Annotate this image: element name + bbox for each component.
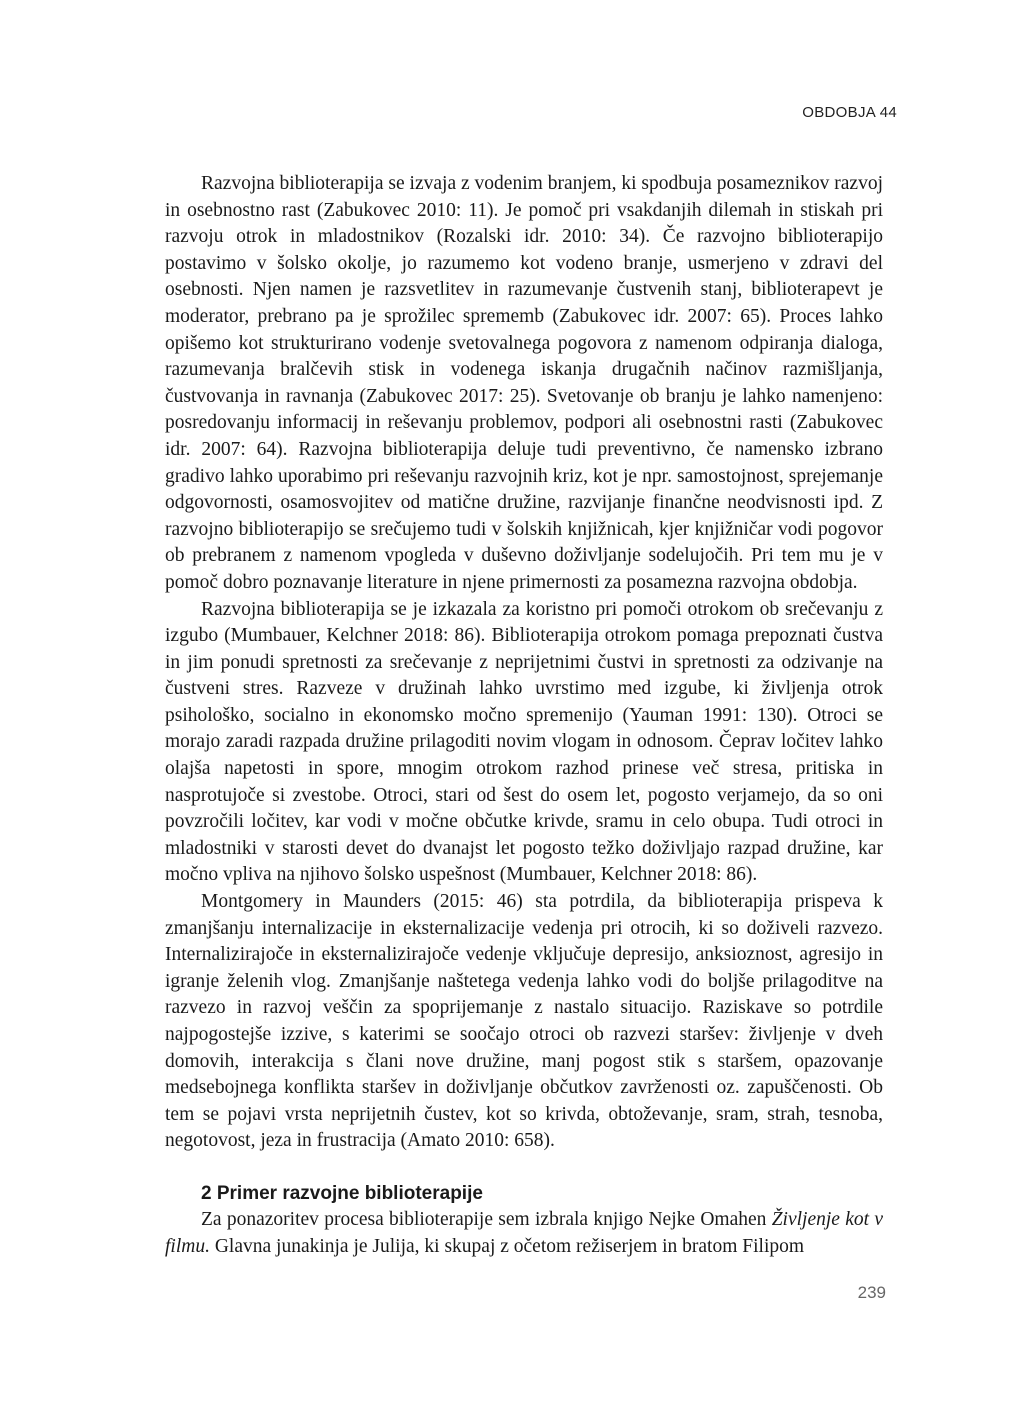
section-heading: 2 Primer razvojne biblioterapije: [201, 1182, 483, 1204]
running-header: OBDOBJA 44: [802, 104, 897, 121]
section-text-before-title: Za ponazoritev procesa biblioterapije sem izbrala knjigo Nejke Omahen: [201, 1208, 772, 1230]
page-number: 239: [857, 1283, 886, 1302]
paragraph-3: Montgomery in Maunders (2015: 46) sta potrdila, da biblioterapija prispeva k zmanjšanju internalizacije in eksternalizacije vedenja pri otrocih, ki so doživeli razvezo. Internalizirajoče in eksternalizirajoče vedenje vključuje depresijo, anksioznost, agresijo in igranje želenih vlog. Zmanjšanje naštetega vedenja lahko vodi do boljše prilagoditve na razvezo in razvoj veščin za spoprijemanje z nastalo situacijo. Raziskave so potrdile najpogostejše izzive, s katerimi se soočajo otroci ob razvezi staršev: življenje v dveh domovih, interakcija s člani nove družine, manj pogost stik s staršem, opazovanje medsebojnega konflikta staršev in doživljanje občutkov zavrženosti oz. zapuščenosti. Ob tem se pojavi vrsta neprijetnih čustev, kot so krivda, obtoževanje, sram, strah, tesnoba, negotovost, jeza in frustracija (Amato 2010: 658).: [165, 891, 883, 1152]
page-body: [165, 171, 883, 1260]
paragraph-2: Razvojna biblioterapija se je izkazala za koristno pri pomoči otrokom ob srečevanju z izgubo (Mumbauer, Kelchner 2018: 86). Biblioterapija otrokom pomaga prepoznati čustva in jim ponudi spretnosti za srečevanje z neprijetnimi čustvi in spretnosti za odzivanje na čustveni stres. Razveze v družinah lahko uvrstimo med izgube, ki življenja otrok psihološko, socialno in ekonomsko močno spremenijo (Yauman 1991: 130). Otroci se morajo zaradi razpada družine prilagoditi novim vlogam in odnosom. Čeprav ločitev lahko olajša napetosti in spore, mnogim otrokom razhod prinese več stresa, pritiska in nasprotujoče si zvestobe. Otroci, stari od šest do osem let, pogosto verjamejo, da so oni povzročili ločitev, kar vodi v močne občutke krivde, sramu in celo obupa. Tudi otroci in mladostniki v starosti devet do dvanajst let pogosto težko doživljajo razpad družine, kar močno vpliva na njihovo šolsko uspešnost (Mumbauer, Kelchner 2018: 86).: [165, 598, 883, 886]
section-paragraph: [165, 1207, 883, 1260]
book-title: Življenje kot v filmu.: [165, 1208, 883, 1257]
paragraph-1: Razvojna biblioterapija se izvaja z vodenim branjem, ki spodbuja posameznikov razvoj in osebnostno rast (Zabukovec 2010: 11). Je pomoč pri vsakdanjih dilemah in stiskah pri razvoju otrok in mladostnikov (Rozalski idr. 2010: 34). Če razvojno biblioterapijo postavimo v šolsko okolje, jo razumemo kot vodeno branje, usmerjeno v zdravi del osebnosti. Njen namen je razsvetlitev in razumevanje čustvenih stanj, biblioterapevt je moderator, prebrano pa je sprožilec sprememb (Zabukovec idr. 2007: 65). Proces lahko opišemo kot strukturirano vodenje svetovalnega pogovora z namenom odpiranja dialoga, razumevanja bralčevih stisk in vodenega iskanja drugačnih načinov razmišljanja, čustvovanja in ravnanja (Zabukovec 2017: 25). Svetovanje ob branju je lahko namenjeno: posredovanju informacij in reševanju problemov, podpori ali osebnostni rasti (Zabukovec idr. 2007: 64). Razvojna biblioterapija deluje tudi preventivno, če namensko izbrano gradivo lahko uporabimo pri reševanju razvojnih kriz, kot je npr. samostojnost, sprejemanje odgovornosti, osamosvojitev od matične družine, razvijanje finančne neodvisnosti ipd. Z razvojno biblioterapijo se srečujemo tudi v šolskih knjižnicah, kjer knjižničar vodi pogovor ob prebranem z namenom vpogleda v duševno doživljanje sodelujočih. Pri tem mu je v pomoč dobro poznavanje literature in njene primernosti za posamezna razvojna obdobja.: [165, 173, 883, 593]
section-text-after-title: Glavna junakinja je Julija, ki skupaj z očetom režiserjem in bratom Filipom: [209, 1235, 805, 1257]
